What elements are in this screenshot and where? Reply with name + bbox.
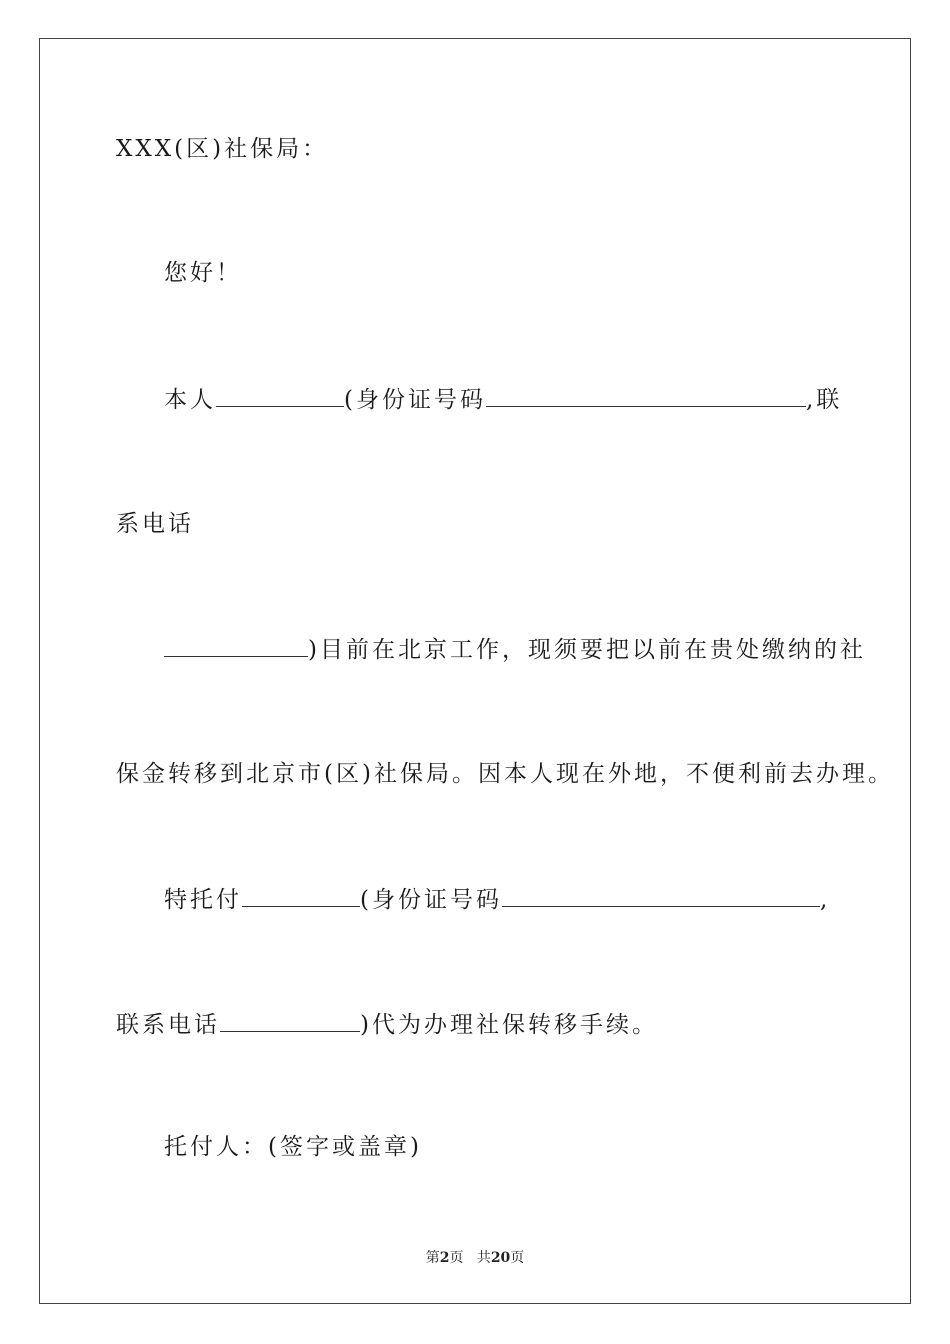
paragraph-1-line-2 <box>116 509 194 539</box>
proxy-name-blank <box>242 884 360 907</box>
page-number: 2 <box>439 1250 450 1266</box>
page-prefix: 第 <box>425 1250 440 1266</box>
total-prefix: 共 <box>476 1250 491 1266</box>
p5-text-b: (身份证号码 <box>360 887 502 913</box>
p4-text: 保金转移到北京市(区)社保局。因本人现在外地，不便利前去办理。 <box>116 761 894 787</box>
total-suffix: 页 <box>510 1250 525 1266</box>
proxy-id-blank <box>502 884 820 907</box>
paragraph-1-line-4 <box>116 759 894 789</box>
signature-line <box>164 1132 422 1162</box>
p1-text-c: ,联 <box>805 387 843 413</box>
page-footer <box>0 1247 950 1267</box>
footer-gap <box>463 1250 476 1266</box>
p6-text-a: 联系电话 <box>116 1012 220 1038</box>
salutation-text: XXX(区)社保局： <box>116 136 329 162</box>
p3-text: )目前在北京工作，现须要把以前在贵处缴纳的社 <box>308 637 866 663</box>
p1-text-b: (身份证号码 <box>344 387 486 413</box>
name-blank <box>216 384 344 407</box>
paragraph-2-line-2 <box>116 1009 658 1040</box>
page-suffix: 页 <box>449 1250 464 1266</box>
phone-blank <box>164 634 308 657</box>
greeting-text: 您好！ <box>164 260 242 286</box>
page-border <box>39 38 911 1304</box>
p1-text-a: 本人 <box>164 387 216 413</box>
p6-text-b: )代为办理社保转移手续。 <box>360 1012 658 1038</box>
paragraph-1-line-3 <box>164 634 866 665</box>
p7-text: 托付人：(签字或盖章) <box>164 1134 422 1160</box>
p2-text: 系电话 <box>116 511 194 537</box>
greeting <box>164 258 242 288</box>
proxy-phone-blank <box>220 1009 360 1032</box>
p5-text-c: , <box>819 887 831 913</box>
id-number-blank <box>486 384 806 407</box>
total-pages: 20 <box>490 1250 511 1266</box>
p5-text-a: 特托付 <box>164 887 242 913</box>
paragraph-1-line-1 <box>164 384 842 415</box>
salutation <box>116 134 328 164</box>
paragraph-2-line-1 <box>164 884 830 915</box>
